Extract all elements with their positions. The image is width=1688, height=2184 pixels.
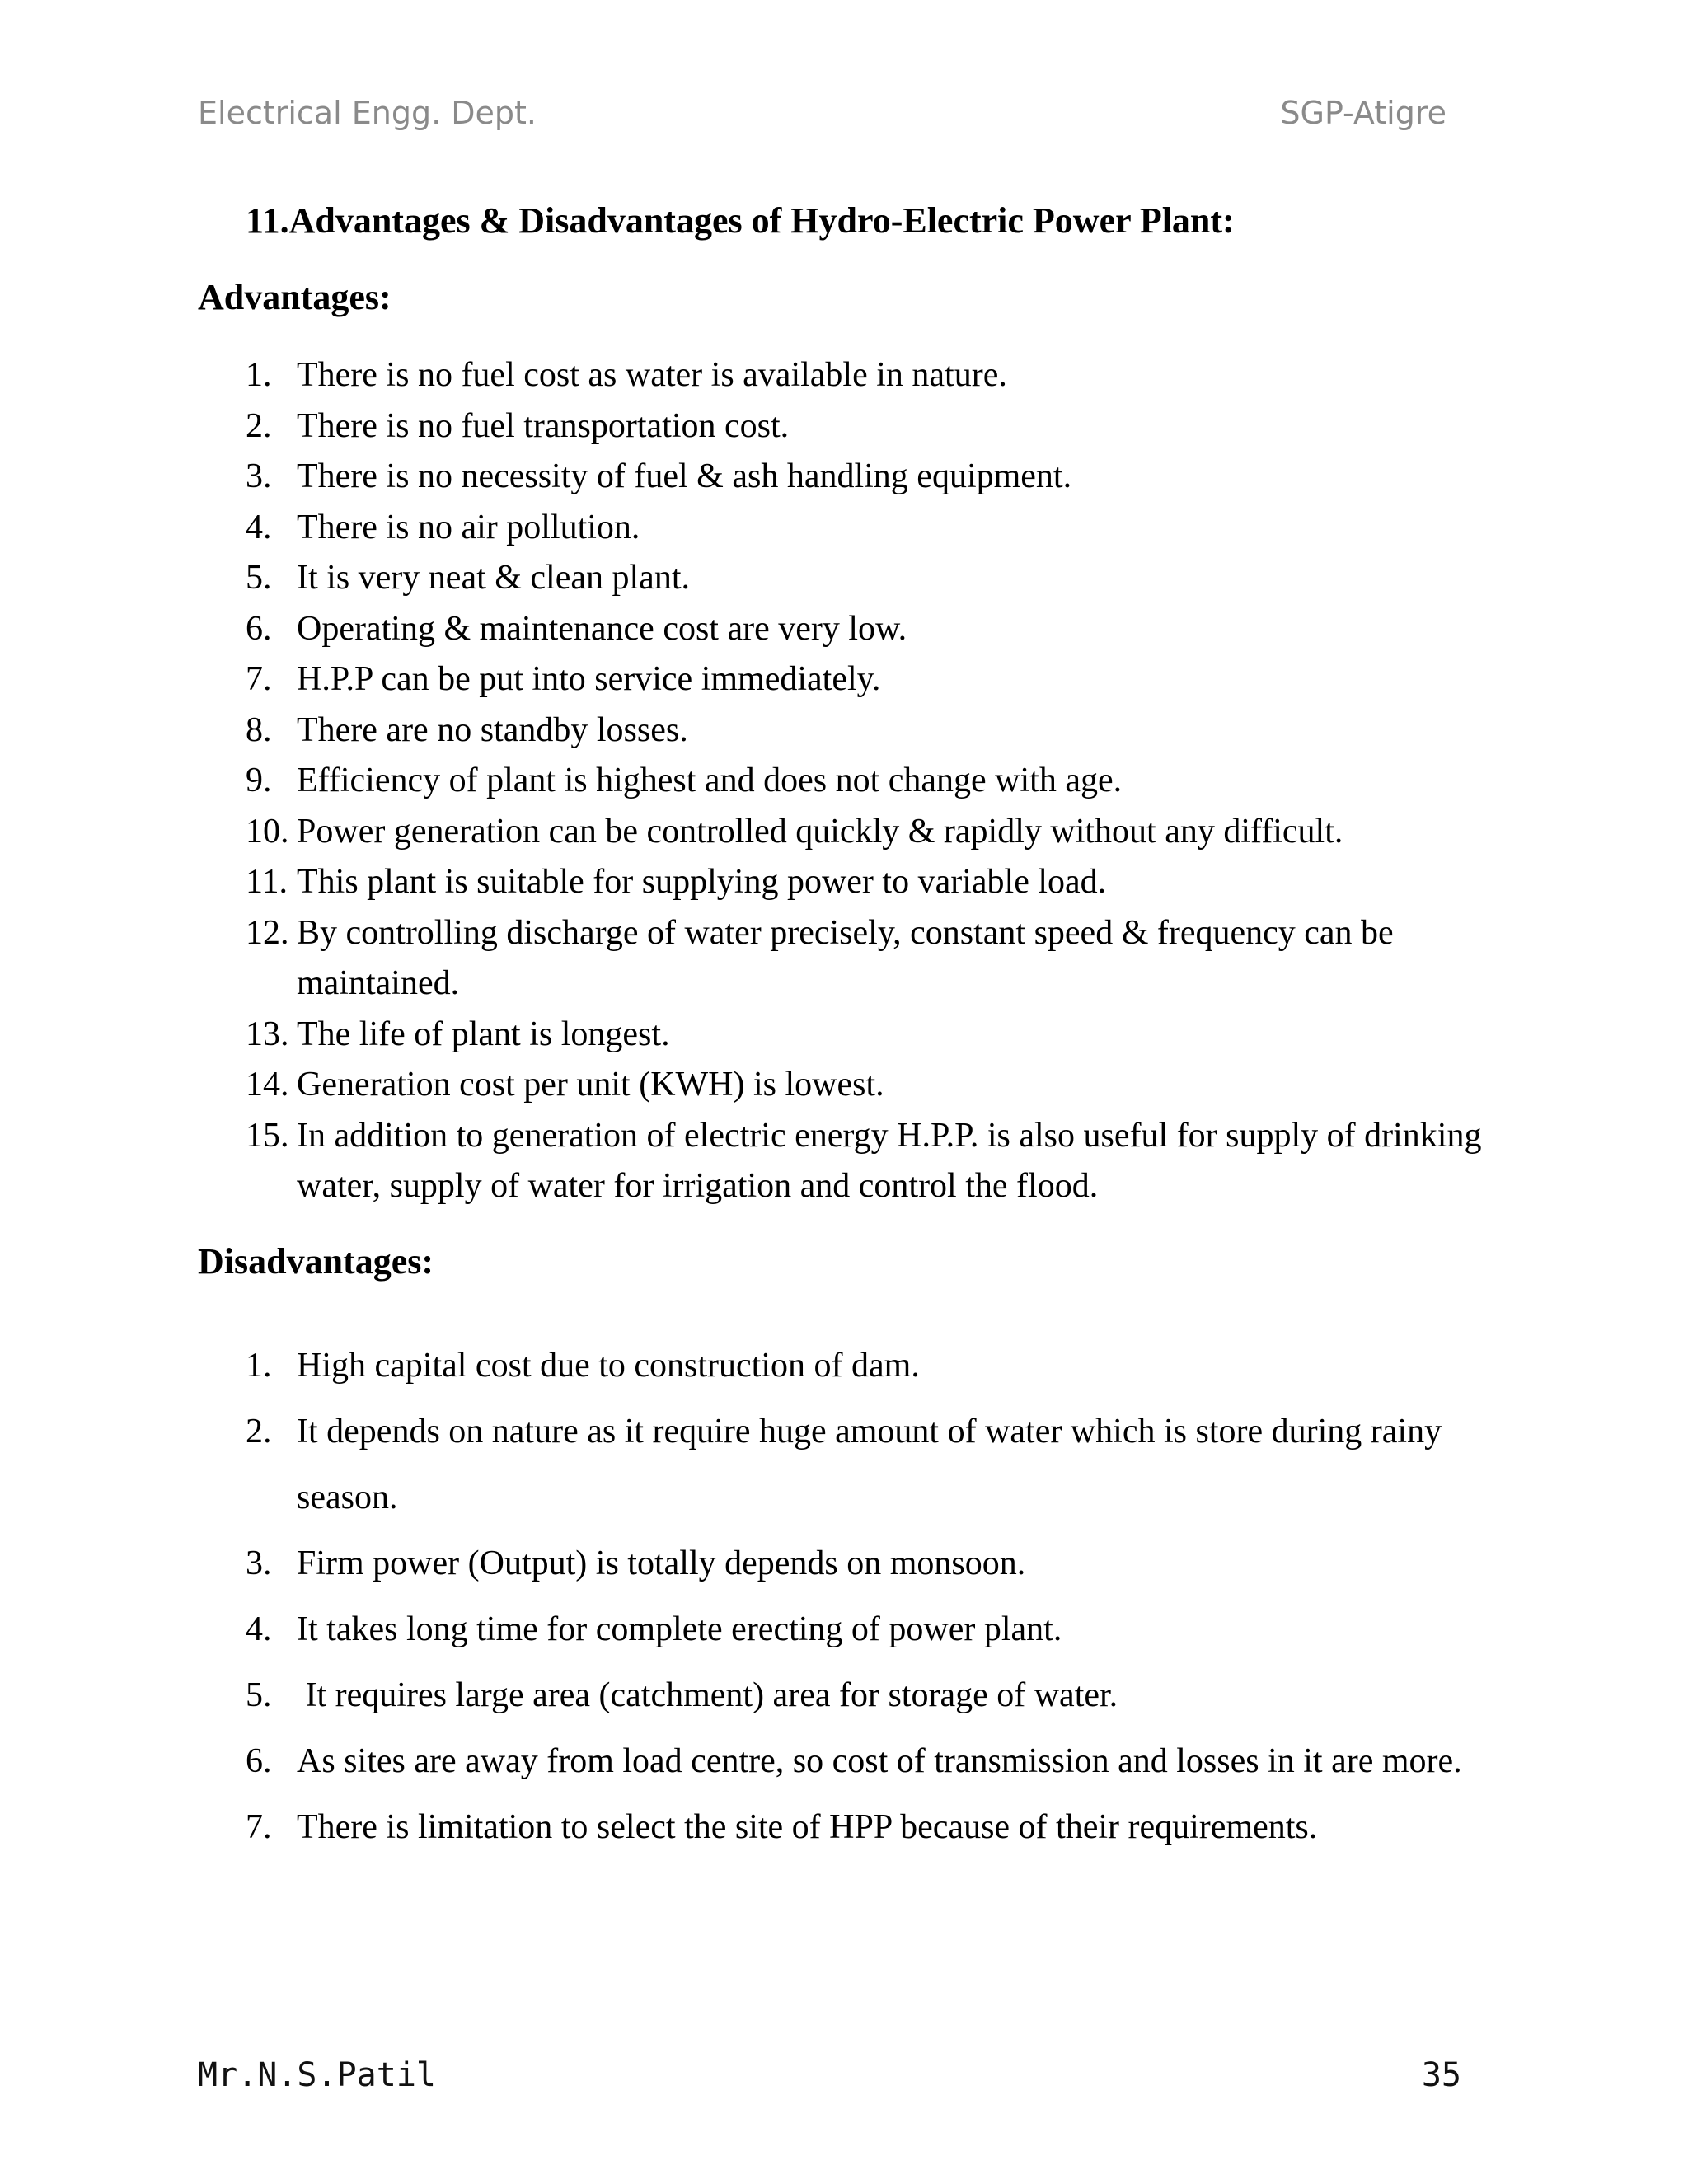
item-number: 4. <box>246 1610 272 1648</box>
item-text: There is no fuel transportation cost. <box>297 406 790 445</box>
list-item <box>246 1111 1482 1212</box>
list-item <box>246 705 1482 757</box>
list-item <box>246 452 1482 503</box>
item-number: 1. <box>246 1347 272 1385</box>
list-item <box>246 807 1482 858</box>
item-text: There is no fuel cost as water is available in nature. <box>297 356 1007 394</box>
item-number: 2. <box>246 406 272 445</box>
item-number: 13. <box>246 1015 289 1053</box>
section-title: 11.Advantages & Disadvantages of Hydro-Electric Power Plant: <box>246 200 1235 241</box>
item-number: 3. <box>246 1544 272 1582</box>
item-number: 5. <box>246 1676 272 1714</box>
list-item <box>246 1596 1482 1662</box>
list-item <box>246 604 1482 655</box>
item-text: By controlling discharge of water precisely, constant speed & frequency can be maintained. <box>297 913 1394 1002</box>
item-number: 2. <box>246 1413 272 1451</box>
list-item <box>246 654 1482 705</box>
item-number: 11. <box>246 863 288 901</box>
item-number: 9. <box>246 762 272 799</box>
list-item <box>246 1060 1482 1111</box>
item-text: High capital cost due to construction of dam. <box>297 1347 920 1385</box>
item-number: 8. <box>246 710 272 749</box>
list-item <box>246 401 1482 452</box>
item-text: This plant is suitable for supplying power to variable load. <box>297 863 1107 901</box>
item-text: There is no necessity of fuel & ash handling equipment. <box>297 457 1072 495</box>
item-text: There is no air pollution. <box>297 508 640 546</box>
list-item <box>246 756 1482 807</box>
item-number: 14. <box>246 1066 289 1104</box>
item-number: 15. <box>246 1116 289 1155</box>
list-item <box>246 908 1482 1010</box>
item-number: 6. <box>246 609 272 648</box>
item-number: 5. <box>246 559 272 597</box>
item-text: It takes long time for complete erecting of power plant. <box>297 1610 1062 1648</box>
list-item <box>246 503 1482 554</box>
list-item <box>246 1794 1482 1860</box>
item-text: H.P.P can be put into service immediately. <box>297 660 881 698</box>
item-text: Firm power (Output) is totally depends on monsoon. <box>297 1544 1026 1582</box>
item-text: It depends on nature as it require huge amount of water which is store during rainy season. <box>297 1413 1442 1516</box>
list-item <box>246 1010 1482 1061</box>
item-number: 10. <box>246 812 289 851</box>
list-item <box>246 1662 1482 1728</box>
list-item <box>246 1530 1482 1596</box>
item-text: As sites are away from load centre, so cost of transmission and losses in it are more. <box>297 1742 1462 1780</box>
list-item <box>246 1333 1482 1399</box>
list-item <box>246 1728 1482 1794</box>
item-number: 7. <box>246 1808 272 1846</box>
list-item <box>246 350 1482 401</box>
disadvantages-heading: Disadvantages: <box>198 1241 434 1282</box>
item-text: Generation cost per unit (KWH) is lowest. <box>297 1066 884 1104</box>
item-number: 12. <box>246 913 289 952</box>
advantages-heading: Advantages: <box>198 277 392 317</box>
item-text: There is limitation to select the site of HPP because of their requirements. <box>297 1808 1318 1846</box>
item-text: Power generation can be controlled quickly & rapidly without any difficult. <box>297 812 1343 851</box>
item-number: 4. <box>246 508 272 546</box>
item-text: In addition to generation of electric energy H.P.P. is also useful for supply of drinking water, supply of water for irrigation and control the flood. <box>297 1116 1482 1205</box>
disadvantages-list <box>246 1333 1482 1860</box>
item-number: 1. <box>246 356 272 394</box>
footer-author: Mr.N.S.Patil <box>198 2056 436 2094</box>
list-item <box>246 1399 1482 1530</box>
item-number: 3. <box>246 457 272 495</box>
page-number: 35 <box>1421 2056 1461 2094</box>
item-text: It requires large area (catchment) area for storage of water. <box>297 1676 1118 1714</box>
item-number: 6. <box>246 1742 272 1780</box>
item-text: Efficiency of plant is highest and does not change with age. <box>297 762 1123 799</box>
item-text: It is very neat & clean plant. <box>297 559 690 597</box>
advantages-list <box>246 350 1482 1212</box>
list-item <box>246 553 1482 604</box>
item-text: Operating & maintenance cost are very low. <box>297 609 907 648</box>
item-text: There are no standby losses. <box>297 710 688 749</box>
header-institute: SGP-Atigre <box>1280 95 1447 131</box>
item-text: The life of plant is longest. <box>297 1015 670 1053</box>
list-item <box>246 857 1482 908</box>
header-department: Electrical Engg. Dept. <box>198 95 537 131</box>
item-number: 7. <box>246 660 272 698</box>
